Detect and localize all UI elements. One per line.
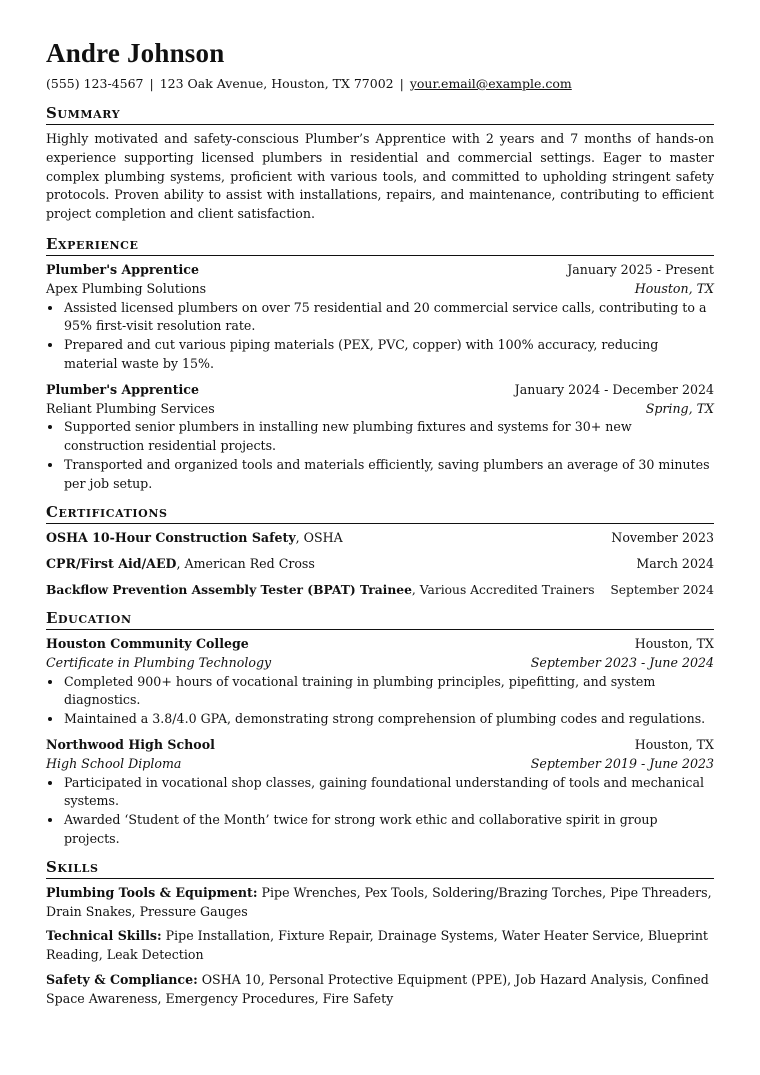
skill-group-items: Pipe Installation, Fixture Repair, Drainage Systems, Water Heater Service, Blueprint Reading, Leak Detection (46, 928, 708, 963)
certification-name: OSHA 10-Hour Construction Safety (46, 529, 296, 545)
contact-separator: | (399, 76, 404, 91)
skill-group (46, 884, 714, 922)
skill-group-items: OSHA 10, Personal Protective Equipment (PPE), Job Hazard Analysis, Confined Space Awareness, Emergency Procedures, Fire Safety (46, 971, 709, 1006)
bullet-item: • Assisted licensed plumbers on over 75 residential and 20 commercial service calls, contributing to a 95% first-visit resolution rate. (63, 299, 714, 337)
education-bullets (46, 774, 714, 849)
job-bullets (46, 299, 714, 374)
job-entry (46, 261, 714, 374)
phone-number: (555) 123-4567 (46, 76, 144, 91)
job-company: Reliant Plumbing Services (46, 400, 215, 416)
bullet-item: • Supported senior plumbers in installing new plumbing fixtures and systems for 30+ new construction residential projects. (63, 418, 714, 456)
job-role: Plumber's Apprentice (46, 381, 199, 397)
skill-group-label: Plumbing Tools & Equipment: (46, 884, 258, 900)
candidate-name: Andre Johnson (46, 38, 225, 68)
bullet-item: • Prepared and cut various piping materials (PEX, PVC, copper) with 100% accuracy, reducing material waste by 15%. (63, 336, 714, 374)
certification-item (46, 555, 714, 574)
section-title-skills: Skills (46, 859, 714, 879)
certification-date: November 2023 (611, 529, 714, 545)
certifications-section (46, 504, 714, 600)
job-dates: January 2024 - December 2024 (514, 381, 714, 397)
certification-item (46, 529, 714, 548)
job-role: Plumber's Apprentice (46, 261, 199, 277)
job-bullets (46, 418, 714, 493)
education-entry (46, 736, 714, 849)
contact-line (46, 76, 714, 92)
skill-group-label: Safety & Compliance: (46, 971, 198, 987)
summary-section (46, 105, 714, 224)
resume-header (46, 36, 714, 92)
skill-group (46, 927, 714, 965)
education-entry (46, 635, 714, 729)
contact-separator: | (149, 76, 154, 91)
certification-name: CPR/First Aid/AED (46, 555, 177, 571)
job-dates: January 2025 - Present (567, 261, 714, 277)
degree: Certificate in Plumbing Technology (46, 654, 272, 670)
certification-issuer: , American Red Cross (176, 555, 315, 571)
certification-item (46, 581, 714, 600)
school-location: Houston, TX (634, 736, 714, 752)
certification-date: September 2024 (610, 583, 714, 598)
section-title-experience: Experience (46, 236, 714, 256)
school-location: Houston, TX (634, 635, 714, 651)
job-company: Apex Plumbing Solutions (46, 280, 207, 296)
address: 123 Oak Avenue, Houston, TX 77002 (159, 76, 394, 91)
degree: High School Diploma (46, 755, 182, 771)
education-dates: September 2019 - June 2023 (530, 755, 714, 771)
education-section (46, 610, 714, 849)
bullet-item: • Maintained a 3.8/4.0 GPA, demonstrating strong comprehension of plumbing codes and regulations. (63, 710, 714, 729)
education-bullets (46, 673, 714, 729)
bullet-item: • Awarded ‘Student of the Month’ twice for strong work ethic and collaborative spirit in group projects. (63, 811, 714, 849)
education-dates: September 2023 - June 2024 (530, 654, 714, 670)
email-link[interactable]: your.email@example.com (409, 76, 572, 91)
certification-issuer: , OSHA (295, 529, 343, 545)
skills-section (46, 859, 714, 1009)
job-location: Houston, TX (634, 280, 714, 296)
skill-group (46, 971, 714, 1009)
certification-name: Backflow Prevention Assembly Tester (BPAT) Trainee (46, 582, 412, 598)
bullet-item: • Participated in vocational shop classes, gaining foundational understanding of tools and mechanical systems. (63, 774, 714, 812)
school-name: Northwood High School (46, 736, 215, 752)
bullet-item: • Completed 900+ hours of vocational training in plumbing principles, pipefitting, and system diagnostics. (63, 673, 714, 711)
certification-date: March 2024 (636, 555, 714, 571)
bullet-item: • Transported and organized tools and materials efficiently, saving plumbers an average of 30 minutes per job setup. (63, 456, 714, 494)
job-location: Spring, TX (645, 400, 714, 416)
section-title-summary: Summary (46, 105, 714, 125)
school-name: Houston Community College (46, 635, 249, 651)
skill-group-label: Technical Skills: (46, 928, 162, 944)
resume-page (46, 36, 714, 1018)
section-title-education: Education (46, 610, 714, 630)
summary-text: Highly motivated and safety-conscious Plumber’s Apprentice with 2 years and 7 months of hands-on experience supporting licensed plumbers in residential and commercial settings. Eager to master complex plumbing systems, proficient with various tools, and committed to upholding stringent safety protocols. Proven ability to assist with installations, repairs, and maintenance, contributing to efficient project completion and client satisfaction. (46, 131, 714, 222)
skill-group-items: Pipe Wrenches, Pex Tools, Soldering/Brazing Torches, Pipe Threaders, Drain Snakes, Pressure Gauges (46, 884, 712, 919)
certification-issuer: , Various Accredited Trainers (411, 583, 595, 598)
section-title-certifications: Certifications (46, 504, 714, 524)
experience-section (46, 236, 714, 494)
job-entry (46, 381, 714, 494)
